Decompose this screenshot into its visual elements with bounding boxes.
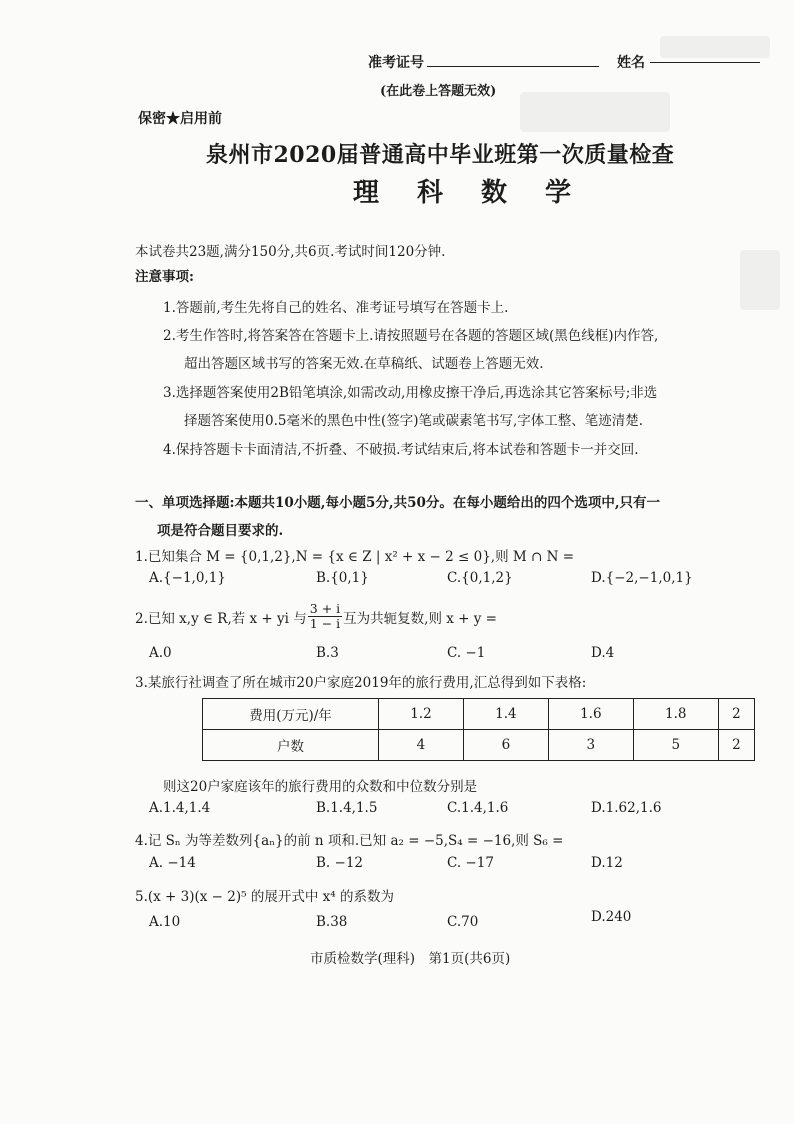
invalid-notice: (在此卷上答题无效) — [380, 84, 497, 99]
cost-table — [202, 698, 755, 761]
section-heading-cont: 项是符合题目要求的. — [157, 523, 284, 539]
table-cell: 1.8 — [633, 699, 718, 730]
table-cell: 2 — [718, 699, 754, 730]
q1-option-d: D.{−2,−1,0,1} — [591, 570, 693, 586]
table-header-cell: 费用(万元)/年 — [203, 699, 379, 730]
section-heading: 一、单项选择题:本题共10小题,每小题5分,共50分。在每小题给出的四个选项中,只有一 — [135, 495, 661, 511]
exam-id-label: 准考证号 — [368, 55, 424, 71]
q1-option-c: C.{0,1,2} — [447, 570, 513, 586]
table-cell: 1.6 — [548, 699, 633, 730]
table-cell: 4 — [379, 730, 464, 761]
q5-option-b: B.38 — [316, 914, 348, 930]
q2-option-c: C. −1 — [447, 645, 486, 661]
q3-option-d: D.1.62,1.6 — [591, 800, 662, 816]
q3-option-b: B.1.4,1.5 — [316, 800, 378, 816]
table-row — [203, 699, 755, 730]
table-header-cell: 户数 — [203, 730, 379, 761]
q5-option-c: C.70 — [447, 914, 479, 930]
exam-id-field[interactable] — [427, 52, 599, 67]
note-item: 2.考生作答时,将答案答在答题卡上.请按照题号在各题的答题区域(黑色线框)内作答, — [163, 328, 659, 344]
table-cell: 5 — [633, 730, 718, 761]
name-label: 姓名 — [617, 55, 645, 71]
page-footer: 市质检数学(理科) 第1页(共6页) — [310, 951, 511, 967]
secrecy-label: 保密★启用前 — [138, 111, 222, 127]
table-cell: 6 — [463, 730, 548, 761]
q4-stem: 4.记 Sₙ 为等差数列{aₙ}的前 n 项和.已知 a₂ = −5,S₄ = −16,则 S₆ = — [135, 833, 564, 849]
notes-heading: 注意事项: — [135, 269, 194, 285]
intro-text: 本试卷共23题,满分150分,共6页.考试时间120分钟. — [135, 244, 446, 260]
table-cell: 2 — [718, 730, 754, 761]
q2-fraction — [308, 602, 342, 631]
note-item: 择题答案使用0.5毫米的黑色中性(签字)笔或碳素笔书写,字体工整、笔迹清楚. — [184, 413, 644, 429]
q4-option-a: A. −14 — [149, 855, 196, 871]
q3-option-a: A.1.4,1.4 — [149, 800, 211, 816]
q2-stem — [135, 602, 497, 631]
name-field[interactable] — [650, 48, 760, 63]
q2-stem-post: 互为共轭复数,则 x + y = — [343, 610, 497, 627]
note-item: 4.保持答题卡卡面清洁,不折叠、不破损.考试结束后,将本试卷和答题卡一并交回. — [163, 442, 639, 458]
q2-fraction-numerator: 3 + i — [309, 601, 341, 616]
q1-option-a: A.{−1,0,1} — [149, 570, 226, 586]
q4-option-d: D.12 — [591, 855, 623, 871]
q2-option-d: D.4 — [591, 645, 615, 661]
q2-option-b: B.3 — [316, 645, 339, 661]
note-item: 超出答题区域书写的答案无效.在草稿纸、试题卷上答题无效. — [184, 356, 544, 372]
q4-option-c: C. −17 — [447, 855, 494, 871]
q2-stem-pre: 2.已知 x,y ∈ R,若 x + yi 与 — [135, 610, 307, 627]
q1-option-b: B.{0,1} — [316, 570, 369, 586]
q3-stem: 3.某旅行社调查了所在城市20户家庭2019年的旅行费用,汇总得到如下表格: — [135, 675, 587, 691]
q3-option-c: C.1.4,1.6 — [447, 800, 509, 816]
table-cell: 1.4 — [463, 699, 548, 730]
q2-option-a: A.0 — [149, 645, 172, 661]
q3-follow: 则这20户家庭该年的旅行费用的众数和中位数分别是 — [163, 779, 478, 795]
q4-option-b: B. −12 — [316, 855, 363, 871]
note-item: 3.选择题答案使用2B铅笔填涂,如需改动,用橡皮擦干净后,再选涂其它答案标号;非选 — [163, 385, 658, 401]
q5-option-a: A.10 — [149, 914, 181, 930]
note-item: 1.答题前,考生先将自己的姓名、准考证号填写在答题卡上. — [163, 300, 509, 316]
q2-fraction-denominator: 1 − i — [309, 616, 341, 631]
q1-stem: 1.已知集合 M = {0,1,2},N = {x ∈ Z | x² + x − 2 ≤ 0},则 M ∩ N = — [135, 549, 575, 565]
q5-stem: 5.(x + 3)(x − 2)⁵ 的展开式中 x⁴ 的系数为 — [135, 889, 394, 905]
table-cell: 1.2 — [379, 699, 464, 730]
subject-title: 理 科 数 学 — [353, 178, 578, 208]
table-cell: 3 — [548, 730, 633, 761]
q5-option-d: D.240 — [591, 909, 632, 925]
table-row — [203, 730, 755, 761]
exam-title: 泉州市2020届普通高中毕业班第一次质量检查 — [206, 142, 675, 168]
